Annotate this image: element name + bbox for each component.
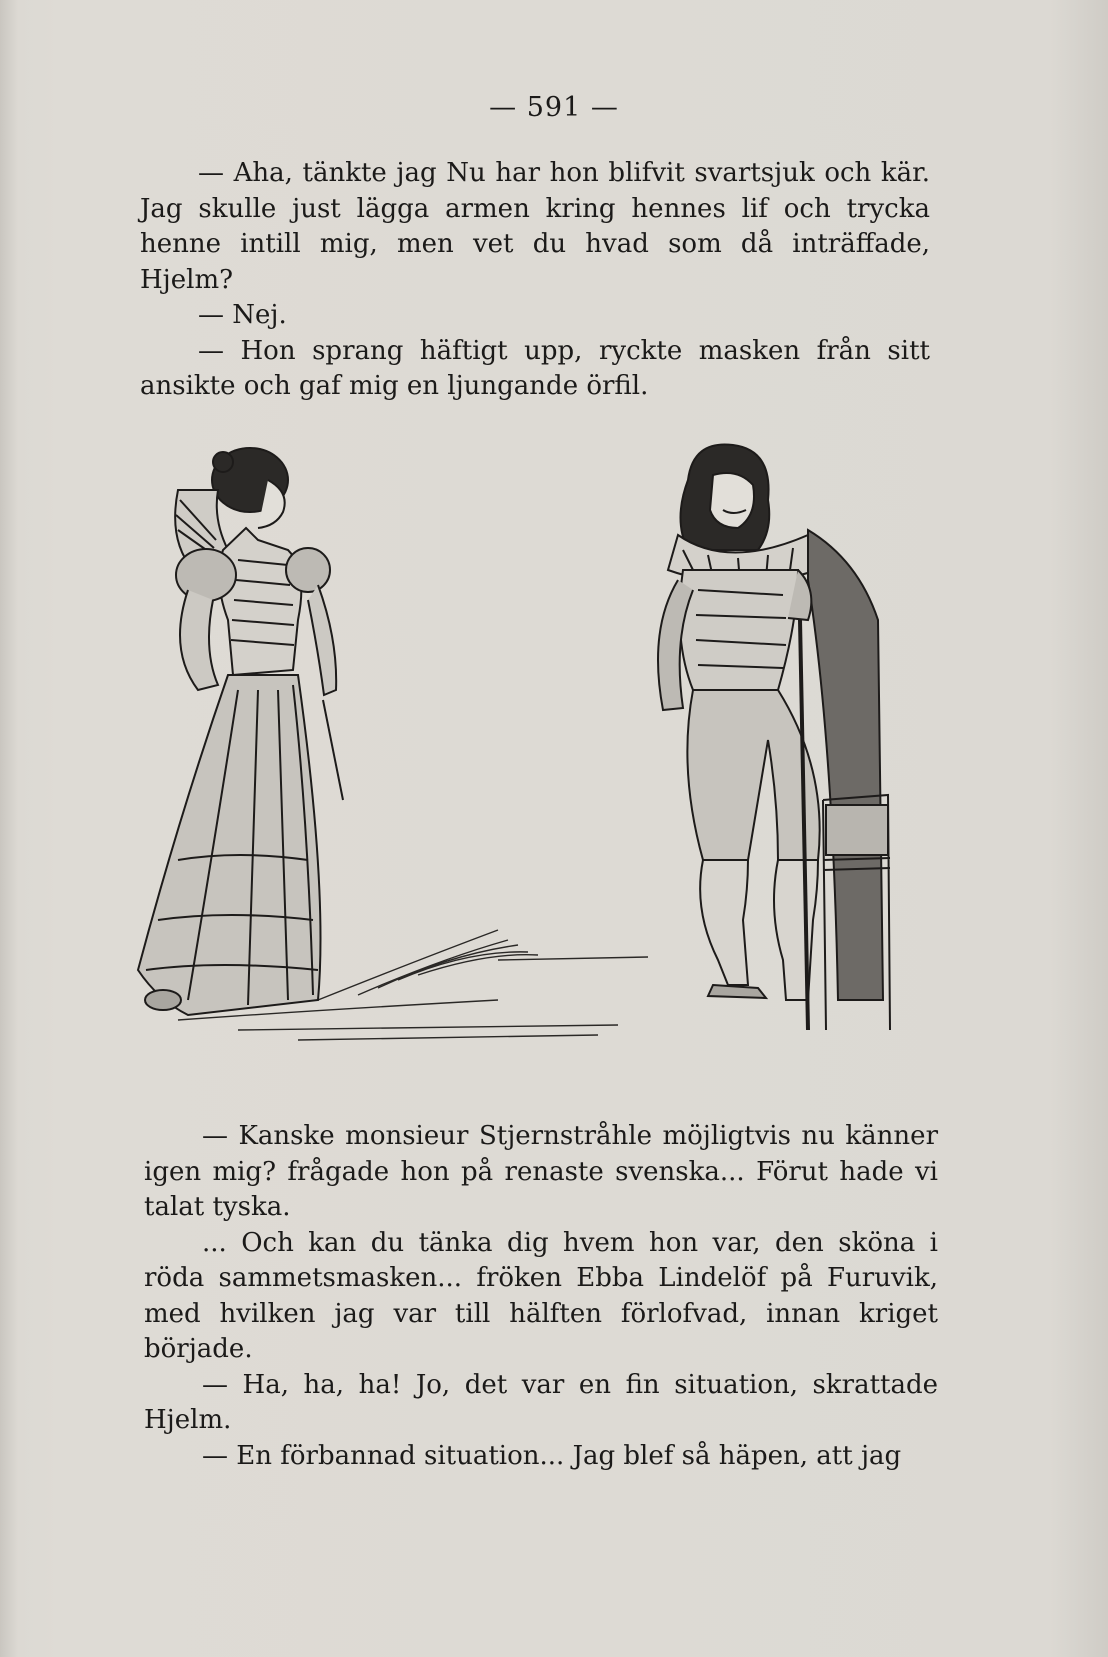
top-text-block bbox=[140, 156, 930, 405]
paragraph: — Nej. bbox=[198, 300, 287, 330]
woman-in-gown bbox=[138, 448, 343, 1015]
paragraph: — En förbannad situation... Jag blef så häpen, att jag bbox=[202, 1440, 902, 1471]
paragraph: — Kanske monsieur Stjernstråhle möjligtvis nu känner igen mig? frågade hon på renaste svenska... Förut hade vi talat tyska. bbox=[144, 1121, 938, 1222]
engraving-illustration bbox=[118, 440, 958, 1090]
paragraph: — Ha, ha, ha! Jo, det var en fin situation, skrattade Hjelm. bbox=[144, 1369, 938, 1435]
page-number: — 591 — bbox=[489, 92, 619, 123]
paragraph: ... Och kan du tänka dig hvem hon var, den sköna i röda sammetsmasken... fröken Ebba Lindelöf på Furuvik, med hvilken jag var till hälften förlofvad, innan kriget började. bbox=[144, 1227, 938, 1364]
cavalier-with-cane bbox=[658, 444, 890, 1030]
bottom-text-block bbox=[144, 1119, 938, 1474]
paragraph: — Aha, tänkte jag Nu har hon blifvit svartsjuk och kär. Jag skulle just lägga armen kring hennes lif och trycka henne intill mig, men vet du hvad som då inträffade, Hjelm? bbox=[140, 158, 930, 295]
paragraph: — Hon sprang häftigt upp, ryckte masken från sitt ansikte och gaf mig en ljungande örfil. bbox=[140, 335, 930, 401]
